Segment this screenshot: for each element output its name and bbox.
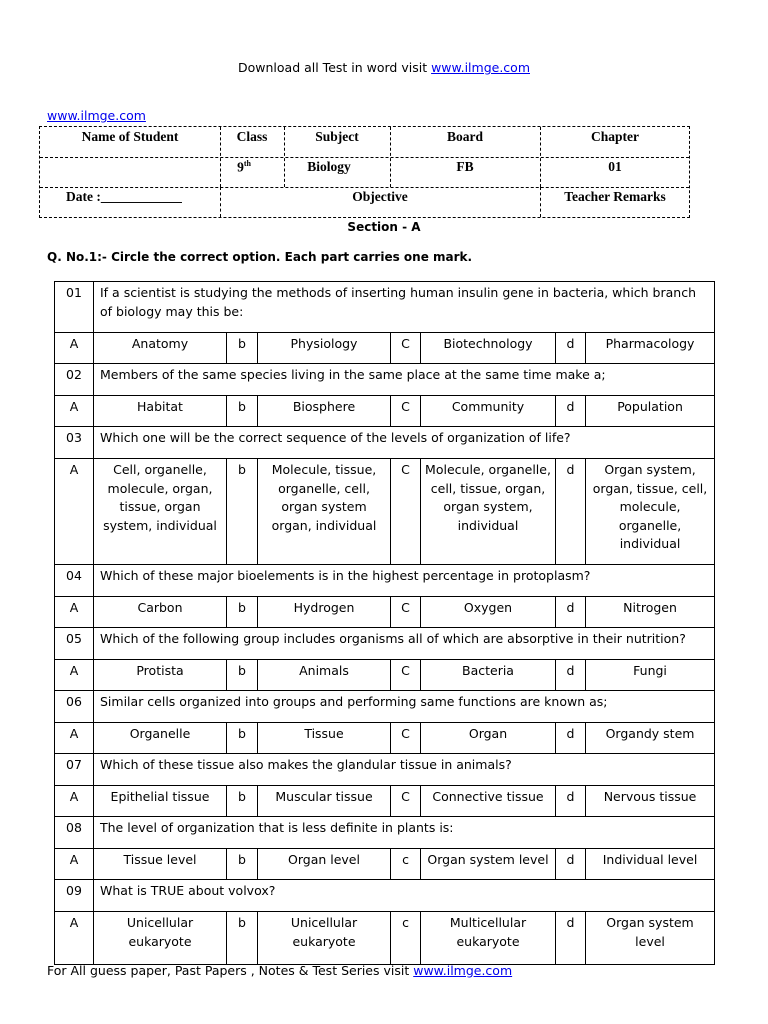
question-number: 08 — [55, 817, 94, 849]
options-row — [55, 849, 715, 880]
option-text[interactable]: Cell, organelle, molecule, organ, tissue, organ system, individual — [94, 459, 227, 565]
option-text[interactable]: Epithelial tissue — [94, 786, 227, 817]
date-field: Date :____________ — [66, 189, 182, 204]
option-letter: d — [556, 912, 586, 965]
option-text[interactable]: Molecule, organelle, cell, tissue, organ, organ system, individual — [421, 459, 556, 565]
question-row — [55, 364, 715, 396]
option-letter: b — [227, 849, 258, 880]
option-letter: d — [556, 333, 586, 364]
question-row — [55, 754, 715, 786]
objective-label: Objective — [352, 189, 408, 204]
option-text[interactable]: Habitat — [94, 396, 227, 427]
option-letter: d — [556, 660, 586, 691]
option-letter: C — [391, 597, 421, 628]
question-number: 07 — [55, 754, 94, 786]
option-text[interactable]: Biosphere — [258, 396, 391, 427]
option-letter: C — [391, 660, 421, 691]
subject-value: Biology — [307, 159, 351, 174]
option-text[interactable]: Physiology — [258, 333, 391, 364]
option-letter: C — [391, 459, 421, 565]
option-letter: b — [227, 597, 258, 628]
option-text[interactable]: Pharmacology — [586, 333, 715, 364]
option-letter: C — [391, 333, 421, 364]
options-row — [55, 786, 715, 817]
download-link[interactable]: www.ilmge.com — [431, 60, 530, 75]
footer-notice — [47, 963, 512, 978]
option-text[interactable]: Nitrogen — [586, 597, 715, 628]
option-letter: C — [391, 396, 421, 427]
option-text[interactable]: Organ system level — [586, 912, 715, 965]
option-letter: c — [391, 849, 421, 880]
question-text: Which of the following group includes organisms all of which are absorptive in their nutrition? — [94, 628, 715, 660]
option-text[interactable]: Hydrogen — [258, 597, 391, 628]
subject-label: Subject — [315, 129, 359, 144]
option-text[interactable]: Bacteria — [421, 660, 556, 691]
option-letter: A — [55, 333, 94, 364]
options-row — [55, 912, 715, 965]
option-text[interactable]: Organ level — [258, 849, 391, 880]
option-letter: A — [55, 459, 94, 565]
option-text[interactable]: Individual level — [586, 849, 715, 880]
option-letter: b — [227, 459, 258, 565]
footer-link[interactable]: www.ilmge.com — [413, 963, 513, 978]
board-value: FB — [456, 159, 474, 174]
option-letter: d — [556, 597, 586, 628]
option-letter: A — [55, 912, 94, 965]
board-label: Board — [446, 129, 483, 144]
option-letter: b — [227, 396, 258, 427]
option-letter: A — [55, 597, 94, 628]
question-number: 01 — [55, 282, 94, 333]
option-letter: A — [55, 660, 94, 691]
site-link[interactable]: www.ilmge.com — [47, 108, 146, 123]
teacher-remarks-label: Teacher Remarks — [564, 189, 666, 204]
option-text[interactable]: Population — [586, 396, 715, 427]
section-title: Section - A — [347, 220, 421, 234]
option-text[interactable]: Multicellular eukaryote — [421, 912, 556, 965]
class-label: Class — [236, 129, 268, 144]
option-letter: C — [391, 786, 421, 817]
option-text[interactable]: Organelle — [94, 723, 227, 754]
option-letter: b — [227, 912, 258, 965]
option-text[interactable]: Organ system, organ, tissue, cell, molecule, organelle, individual — [586, 459, 715, 565]
chapter-value: 01 — [608, 159, 622, 174]
question-heading: Q. No.1:- Circle the correct option. Each part carries one mark. — [47, 250, 473, 264]
option-letter: b — [227, 660, 258, 691]
question-row — [55, 565, 715, 597]
footer-text: For All guess paper, Past Papers , Notes & Test Series visit — [47, 963, 414, 978]
question-text: Which of these major bioelements is in the highest percentage in protoplasm? — [94, 565, 715, 597]
question-row — [55, 817, 715, 849]
option-letter: A — [55, 396, 94, 427]
question-text: The level of organization that is less definite in plants is: — [94, 817, 715, 849]
question-row — [55, 880, 715, 912]
class-value — [220, 159, 268, 176]
option-text[interactable]: Tissue level — [94, 849, 227, 880]
class-superscript: th — [243, 159, 251, 168]
option-letter: A — [55, 723, 94, 754]
option-letter: A — [55, 786, 94, 817]
class-number: 9 — [237, 159, 244, 175]
question-text: Similar cells organized into groups and performing same functions are known as; — [94, 691, 715, 723]
options-row — [55, 396, 715, 427]
option-text[interactable]: Muscular tissue — [258, 786, 391, 817]
option-text[interactable]: Oxygen — [421, 597, 556, 628]
question-number: 06 — [55, 691, 94, 723]
question-text: What is TRUE about volvox? — [94, 880, 715, 912]
download-notice — [0, 60, 768, 75]
option-text[interactable]: Animals — [258, 660, 391, 691]
option-letter: C — [391, 723, 421, 754]
mcq-table — [54, 281, 715, 965]
option-letter: A — [55, 849, 94, 880]
option-text[interactable]: Organ — [421, 723, 556, 754]
option-letter: d — [556, 459, 586, 565]
question-number: 09 — [55, 880, 94, 912]
option-text[interactable]: Nervous tissue — [586, 786, 715, 817]
option-text[interactable]: Tissue — [258, 723, 391, 754]
question-row — [55, 427, 715, 459]
chapter-label: Chapter — [591, 129, 639, 144]
option-text[interactable]: Anatomy — [94, 333, 227, 364]
options-row — [55, 723, 715, 754]
options-row — [55, 597, 715, 628]
option-letter: b — [227, 333, 258, 364]
options-row — [55, 459, 715, 565]
options-row — [55, 660, 715, 691]
question-number: 04 — [55, 565, 94, 597]
question-number: 05 — [55, 628, 94, 660]
question-text: Members of the same species living in the same place at the same time make a; — [94, 364, 715, 396]
option-text[interactable]: Unicellular eukaryote — [94, 912, 227, 965]
option-letter: b — [227, 786, 258, 817]
option-text[interactable]: Organdy stem — [586, 723, 715, 754]
option-letter: b — [227, 723, 258, 754]
name-of-student-label: Name of Student — [81, 129, 179, 144]
option-letter: d — [556, 723, 586, 754]
option-text[interactable]: Biotechnology — [421, 333, 556, 364]
option-text[interactable]: Community — [421, 396, 556, 427]
option-text[interactable]: Organ system level — [421, 849, 556, 880]
option-letter: d — [556, 849, 586, 880]
student-info-header — [39, 126, 690, 218]
option-letter: c — [391, 912, 421, 965]
question-text: Which one will be the correct sequence of the levels of organization of life? — [94, 427, 715, 459]
question-text: If a scientist is studying the methods of inserting human insulin gene in bacteria, which branch of biology may this be: — [94, 282, 715, 333]
question-text: Which of these tissue also makes the glandular tissue in animals? — [94, 754, 715, 786]
question-number: 03 — [55, 427, 94, 459]
option-text[interactable]: Unicellular eukaryote — [258, 912, 391, 965]
option-text[interactable]: Molecule, tissue, organelle, cell, organ system organ, individual — [258, 459, 391, 565]
option-letter: d — [556, 396, 586, 427]
option-text[interactable]: Fungi — [586, 660, 715, 691]
download-notice-text: Download all Test in word visit — [238, 60, 432, 75]
option-text[interactable]: Carbon — [94, 597, 227, 628]
option-letter: d — [556, 786, 586, 817]
question-row — [55, 628, 715, 660]
question-row — [55, 691, 715, 723]
option-text[interactable]: Connective tissue — [421, 786, 556, 817]
options-row — [55, 333, 715, 364]
question-row — [55, 282, 715, 333]
option-text[interactable]: Protista — [94, 660, 227, 691]
question-number: 02 — [55, 364, 94, 396]
